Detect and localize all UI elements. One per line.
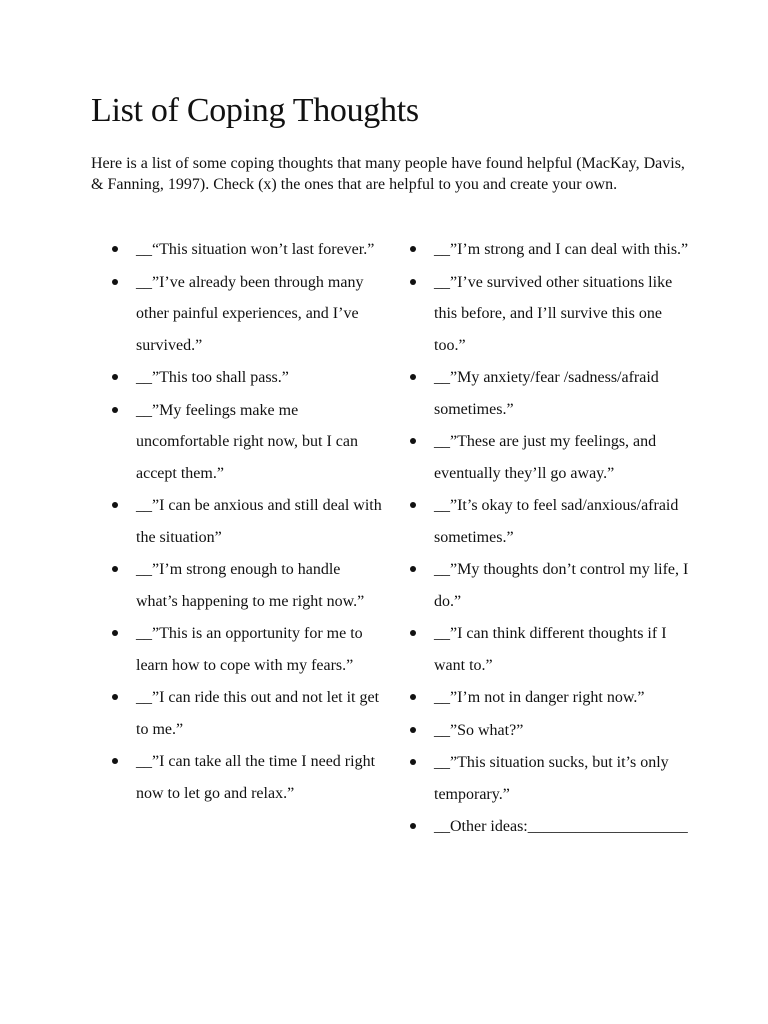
list-item-text: __”This is an opportunity for me to learn how to cope with my fears.” [136,625,363,674]
list-item [112,746,382,809]
bullet-icon [410,630,416,636]
bullet-icon [410,727,416,733]
list-item [112,234,382,266]
bullet-icon [112,279,118,285]
bullet-icon [410,823,416,829]
list-item-text: __”This too shall pass.” [136,369,289,386]
list-item [410,682,695,714]
bullet-icon [410,438,416,444]
list-item [410,618,695,681]
bullet-icon [112,694,118,700]
list-item [410,747,695,810]
list-item [410,362,695,425]
list-item-text: __”I’ve already been through many other painful experiences, and I’ve survived.” [136,273,364,354]
list-item-text: __”I’m not in danger right now.” [434,689,645,706]
list-item [410,234,695,266]
list-item-text: __”I’ve survived other situations like this before, and I’ll survive this one too.” [434,273,673,354]
list-item-text: __”I’m strong and I can deal with this.” [434,241,689,258]
bullet-icon [112,502,118,508]
bullet-icon [112,758,118,764]
list-item-text: __”My feelings make me uncomfortable right now, but I can accept them.” [136,401,359,482]
list-item-text: __”I can be anxious and still deal with the situation” [136,497,382,546]
list-item-text: __”My thoughts don’t control my life, I do.” [434,561,689,610]
bullet-icon [112,566,118,572]
list-item [410,554,695,617]
list-item [410,267,695,362]
list-item-text: __”My anxiety/fear /sadness/afraid sometimes.” [434,369,659,418]
coping-list-left [112,234,382,810]
list-item-text: __Other ideas:____________________ [434,818,688,835]
list-item-text: __”These are just my feelings, and eventually they’ll go away.” [434,433,657,482]
bullet-icon [410,279,416,285]
bullet-icon [410,759,416,765]
bullet-icon [410,566,416,572]
page-title: List of Coping Thoughts [91,92,419,129]
list-item [112,490,382,553]
bullet-icon [410,502,416,508]
list-item [410,811,695,843]
list-item-text: __“This situation won’t last forever.” [136,241,375,258]
bullet-icon [410,694,416,700]
list-item-text: __”So what?” [434,721,524,739]
list-item [112,554,382,617]
bullet-icon [410,246,416,252]
bullet-icon [410,374,416,380]
list-item-text: __”I can ride this out and not let it get to me.” [136,689,380,738]
list-item-text: __”This situation sucks, but it’s only temporary.” [434,754,669,803]
list-item [410,426,695,489]
list-item [410,715,695,747]
coping-list-right [410,234,695,844]
list-item-text: __”I can take all the time I need right now to let go and relax.” [136,753,376,802]
bullet-icon [112,374,118,380]
list-item-text: __”It’s okay to feel sad/anxious/afraid sometimes.” [434,497,679,546]
list-item-text: __”I’m strong enough to handle what’s happening to me right now.” [136,561,365,610]
list-item [112,267,382,362]
bullet-icon [112,630,118,636]
list-item [112,618,382,681]
list-item [112,395,382,490]
list-item [112,362,382,394]
list-item [112,682,382,745]
bullet-icon [112,246,118,252]
list-item-text: __”I can think different thoughts if I want to.” [434,625,667,674]
bullet-icon [112,407,118,413]
list-item [410,490,695,553]
intro-paragraph: Here is a list of some coping thoughts that many people have found helpful (MacKay, Davis, & Fanning, 1997). Check (x) the ones that are helpful to you and create your own. [91,155,685,193]
